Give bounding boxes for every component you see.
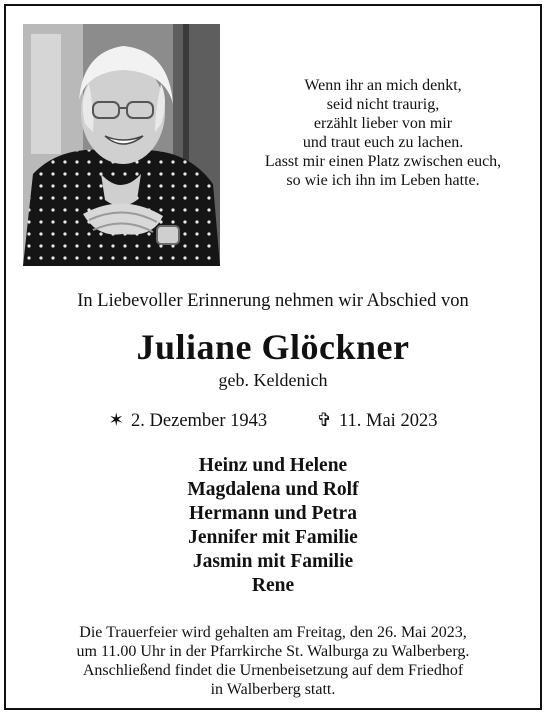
mourner-item: Jasmin mit Familie <box>192 551 354 572</box>
maiden-name: geb. Keldenich <box>218 370 328 390</box>
mourner-item: Jennifer mit Familie <box>188 527 358 548</box>
mourner-item: Magdalena und Rolf <box>187 479 359 500</box>
birth-date-group <box>109 411 272 431</box>
mourner-item: Hermann und Petra <box>189 503 357 524</box>
mourner-item: Rene <box>251 575 295 596</box>
portrait-photo <box>23 24 220 266</box>
birth-star-icon: ✶ <box>108 411 125 431</box>
service-line: Anschließend findet die Urnenbeisetzung auf dem Friedhof <box>82 662 464 679</box>
intro-text: In Liebevoller Erinnerung nehmen wir Abschied von <box>77 291 469 311</box>
poem-line: und traut euch zu lachen. <box>302 134 464 151</box>
death-date: 11. Mai 2023 <box>338 411 438 431</box>
death-date-group <box>316 411 437 431</box>
poem-line: seid nicht traurig, <box>326 96 440 113</box>
life-dates <box>6 410 540 432</box>
poem-line: so wie ich ihn im Leben hatte. <box>286 172 480 189</box>
portrait-image <box>23 24 220 266</box>
obituary-notice <box>4 4 542 710</box>
poem <box>234 76 532 190</box>
service-line: in Walberberg statt. <box>210 681 336 698</box>
mourners-list <box>6 454 540 598</box>
birth-date: 2. Dezember 1943 <box>131 411 268 431</box>
poem-line: erzählt lieber von mir <box>313 115 453 132</box>
cross-icon: ✞ <box>316 411 332 431</box>
poem-line: Wenn ihr an mich denkt, <box>304 77 462 94</box>
mourner-item: Heinz und Helene <box>198 455 348 476</box>
service-line: Die Trauerfeier wird gehalten am Freitag, den 26. Mai 2023, <box>79 624 467 641</box>
deceased-name: Juliane Glöckner <box>136 327 410 367</box>
service-line: um 11.00 Uhr in der Pfarrkirche St. Walburga zu Walberberg. <box>76 643 470 660</box>
service-info <box>6 623 540 699</box>
poem-line: Lasst mir einen Platz zwischen euch, <box>264 153 502 170</box>
